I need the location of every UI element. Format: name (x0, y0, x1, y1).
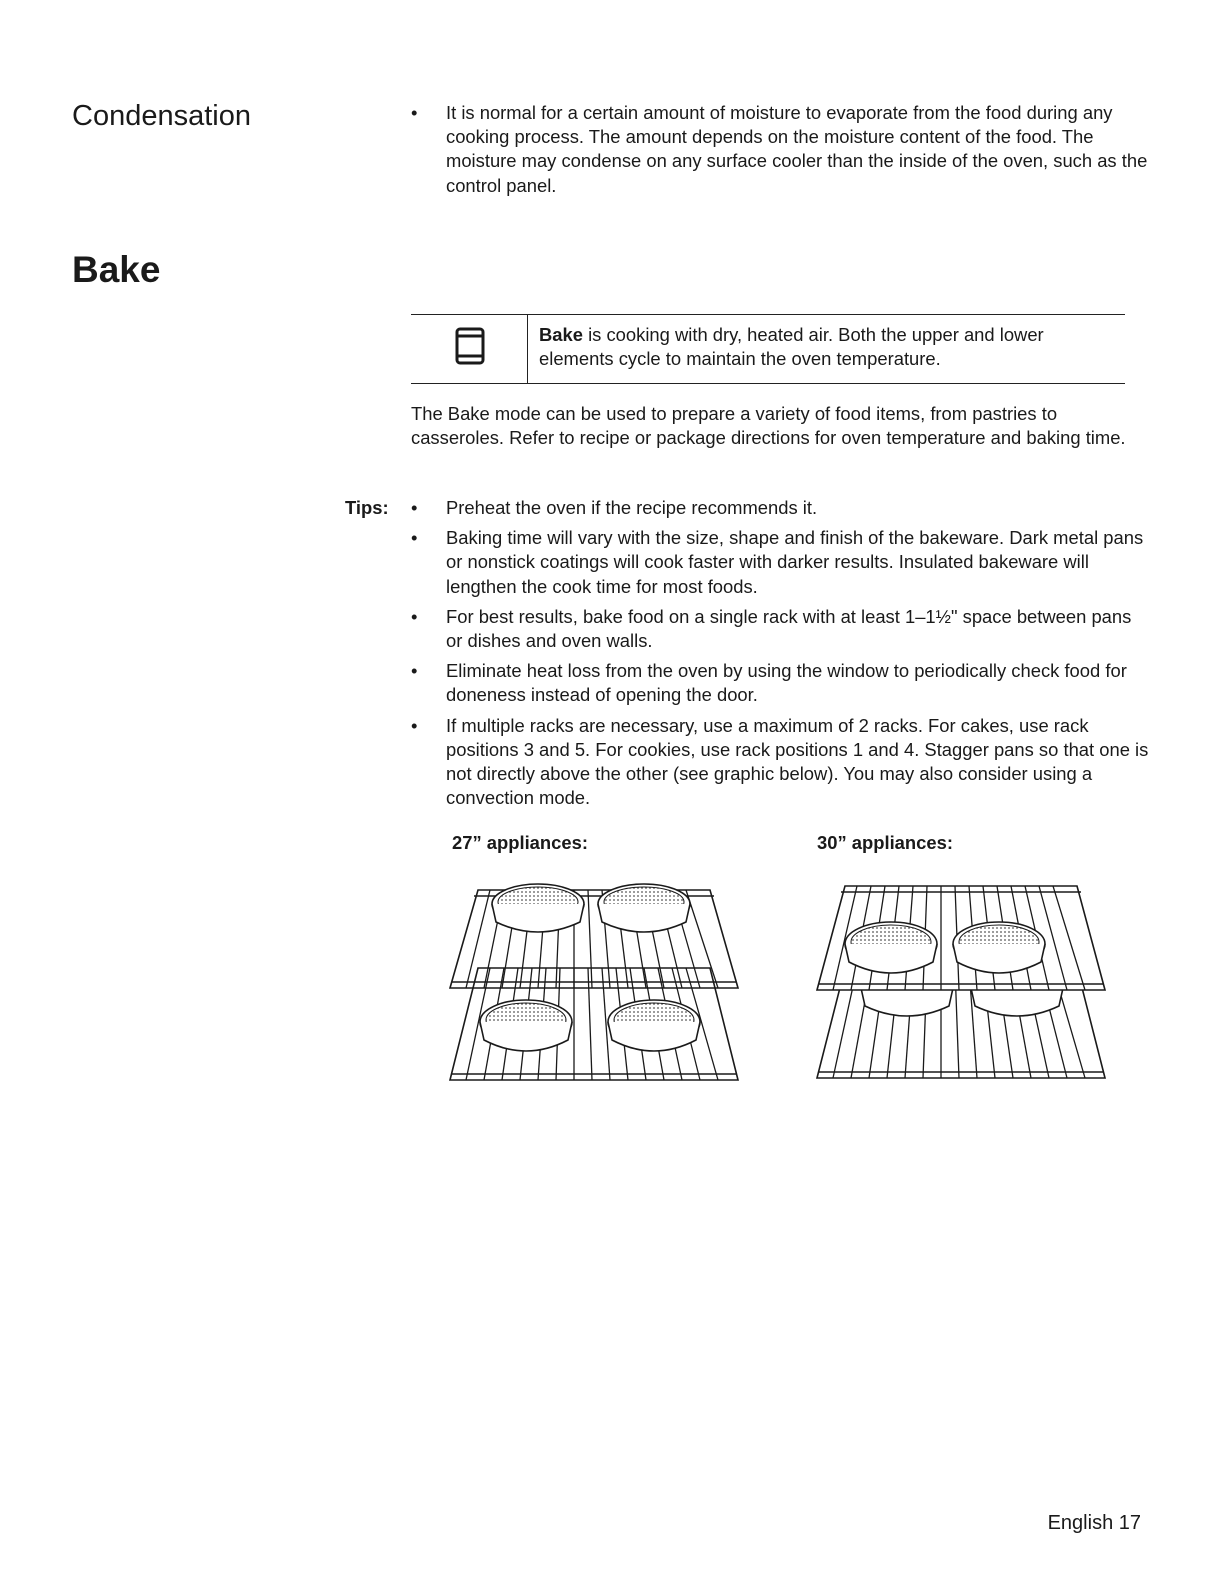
list-item (411, 496, 1151, 520)
tips-bullet-list (411, 496, 1151, 816)
bake-mode-definition: is cooking with dry, heated air. Both the upper and lower elements cycle to maintain the oven temperature. (539, 324, 1044, 370)
mode-icon-cell (411, 315, 528, 383)
bullet-icon: • (411, 605, 418, 627)
bake-mode-description (539, 323, 1109, 371)
list-item (411, 714, 1151, 811)
tip-text: If multiple racks are necessary, use a maximum of 2 racks. For cakes, use rack positions 3 and 5. For cookies, use rack positions 1 and 4. Stagger pans so that one is not directly above the other (see graphic below). You may also consider using a convection mode. (446, 714, 1149, 809)
upper-pans (492, 884, 690, 932)
bullet-icon: • (411, 527, 418, 549)
list-item (411, 659, 1151, 707)
bake-mode-box (411, 314, 1125, 384)
bullet-text: It is normal for a certain amount of moisture to evaporate from the food during any cooking process. The amount depends on the moisture content of the food. The moisture may condense on any surface cooler than the inside of the oven, such as the control panel. (446, 102, 1148, 196)
page-number: English 17 (1047, 1512, 1141, 1534)
tip-text: Baking time will vary with the size, shape and finish of the bakeware. Dark metal pans or nonstick coatings will cook faster with darker results. Insulated bakeware will lengthen the cook time for most foods. (446, 527, 1144, 597)
bullet-icon: • (411, 102, 418, 123)
figure-label-27: 27” appliances: (452, 832, 588, 853)
tip-text: For best results, bake food on a single rack with at least 1–1½" space between pans or dishes and oven walls. (446, 605, 1132, 652)
condensation-heading: Condensation (72, 100, 251, 132)
list-item (411, 101, 1151, 198)
rack-illustration-27 (448, 870, 740, 1085)
bullet-icon: • (411, 714, 418, 736)
condensation-bullet-list (411, 101, 1151, 198)
tip-text: Preheat the oven if the recipe recommends it. (446, 497, 818, 518)
figure-label-30: 30” appliances: (817, 832, 953, 853)
bullet-icon: • (411, 660, 418, 682)
bake-intro-paragraph: The Bake mode can be used to prepare a variety of food items, from pastries to casseroles. Refer to recipe or package directions for oven temperature and baking time. (411, 403, 1126, 449)
tip-text: Eliminate heat loss from the oven by using the window to periodically check food for doneness instead of opening the door. (446, 660, 1127, 706)
bullet-icon: • (411, 497, 418, 518)
bake-mode-term: Bake (539, 324, 583, 345)
bake-heading: Bake (72, 249, 161, 290)
list-item (411, 526, 1151, 599)
rack-illustration-30 (815, 870, 1107, 1085)
list-item (411, 605, 1151, 653)
tips-label: Tips: (345, 497, 389, 518)
bake-mode-icon (455, 327, 485, 365)
lower-pans (861, 988, 1063, 1016)
